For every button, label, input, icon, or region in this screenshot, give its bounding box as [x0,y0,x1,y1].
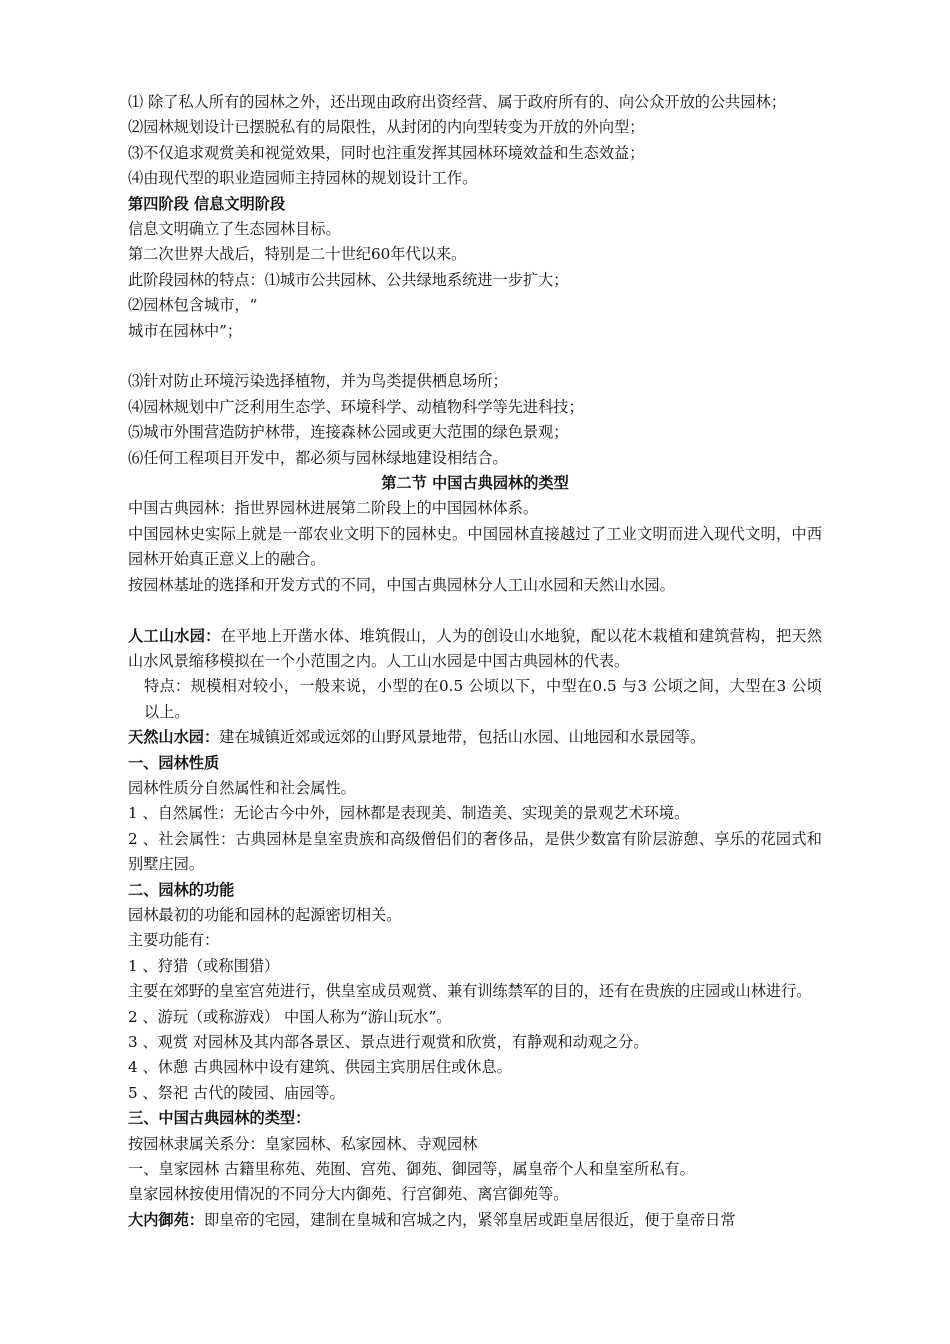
paragraph: 园林性质分自然属性和社会属性。 [128,778,356,797]
paragraph: ⑶针对防止环境污染选择植物，并为鸟类提供栖息场所； [128,372,508,391]
paragraph [128,1208,822,1233]
paragraph: 主要在郊野的皇室宫苑进行，供皇室成员观赏、兼有训练禁军的目的，还有在贵族的庄园或山林进行。 [128,982,812,1001]
term-label: 人工山水园： [128,626,221,645]
paragraph: 皇家园林按使用情况的不同分大内御苑、行宫御苑、离宫御苑等。 [128,1185,569,1204]
paragraph: 1 、狩猎（或称围猎） [128,956,280,975]
section-heading: 二、园林的功能 [128,880,235,899]
paragraph: 按园林基址的选择和开发方式的不同，中国古典园林分人工山水园和天然山水园。 [128,575,675,594]
paragraph: 第二次世界大战后，特别是二十世纪60年代以来。 [128,245,467,264]
paragraph: 2 、游玩（或称游戏） 中国人称为“游山玩水”。 [128,1007,452,1026]
chapter-heading: 第二节 中国古典园林的类型 [381,474,569,493]
section-heading: 一、园林性质 [128,753,220,772]
paragraph: ⑶不仅追求观赏美和视觉效果，同时也注重发挥其园林环境效益和生态效益； [128,143,645,162]
paragraph: ⑵园林规划设计已摆脱私有的局限性，从封闭的内向型转变为开放的外向型； [128,118,645,137]
section-heading: 三、中国古典园林的类型： [128,1109,311,1128]
paragraph: 按园林隶属关系分：皇家园林、私家园林、寺观园林 [128,1134,478,1153]
paragraph: 特点：规模相对较小，一般来说，小型的在0.5 公顷以下，中型在0.5 与3 公顷之间，大型在3 公顷以上。 [144,677,822,721]
paragraph: 5 、祭祀 古代的陵园、庙园等。 [128,1083,345,1102]
paragraph: 1 、自然属性：无论古今中外，园林都是表现美、制造美、实现美的景观艺术环境。 [128,804,690,823]
blank-line [128,598,822,623]
paragraph: 2 、社会属性：古典园林是皇室贵族和高级僧侣们的奢侈品，是供少数富有阶层游憩、享乐的花园式和别墅庄园。 [128,829,822,874]
paragraph: ⑹任何工程项目开发中，都必须与园林绿地建设相结合。 [128,448,508,467]
paragraph: 中国园林史实际上就是一部农业文明下的园林史。中国园林直接越过了工业文明而进入现代文明，中西园林开始真正意义上的融合。 [128,524,822,569]
document-page [128,90,822,1233]
paragraph: 3 、观赏 对园林及其内部各景区、景点进行观赏和欣赏，有静观和动观之分。 [128,1033,649,1051]
paragraph [128,624,822,675]
paragraph [128,725,822,750]
paragraph: 4 、休憩 古典园林中设有建筑、供园主宾朋居住或休息。 [128,1058,512,1077]
term-text: 建在城镇近郊或远郊的山野风景地带，包括山水园、山地园和水景园等。 [219,728,706,747]
paragraph: ⑷由现代型的职业造园师主持园林的规划设计工作。 [128,169,478,188]
term-label: 天然山水园： [128,728,220,747]
term-label: 大内御苑： [128,1210,204,1229]
paragraph: 中国古典园林：指世界园林进展第二阶段上的中国园林体系。 [128,499,539,518]
term-text: 即皇帝的宅园，建制在皇城和宫城之内，紧邻皇居或距皇居很近，便于皇帝日常 [203,1210,736,1229]
paragraph: ⑵园林包含城市，“ [128,296,258,315]
paragraph: ⑷园林规划中广泛利用生态学、环境科学、动植物科学等先进科技； [128,397,584,416]
term-text: 在平地上开凿水体、堆筑假山，人为的创设山水地貌，配以花木栽植和建筑营构，把天然山水风景缩移模拟在一个小范围之内。人工山水园是中国古典园林的代表。 [128,626,823,670]
paragraph: 信息文明确立了生态园林目标。 [128,220,341,239]
paragraph: 此阶段园林的特点：⑴城市公共园林、公共绿地系统进一步扩大； [128,270,569,289]
paragraph: ⑴ 除了私人所有的园林之外，还出现由政府出资经营、属于政府所有的、向公众开放的公共园林； [128,93,786,111]
paragraph: 一、皇家园林 古籍里称苑、苑囿、宫苑、御苑、御园等，属皇帝个人和皇室所私有。 [128,1160,695,1179]
paragraph: 主要功能有： [128,931,220,950]
paragraph: 城市在园林中”； [128,321,243,340]
blank-line [128,344,822,369]
section-heading: 第四阶段 信息文明阶段 [128,194,286,213]
paragraph: ⑸城市外围营造防护林带，连接森林公园或更大范围的绿色景观； [128,423,569,442]
paragraph: 园林最初的功能和园林的起源密切相关。 [128,905,402,924]
